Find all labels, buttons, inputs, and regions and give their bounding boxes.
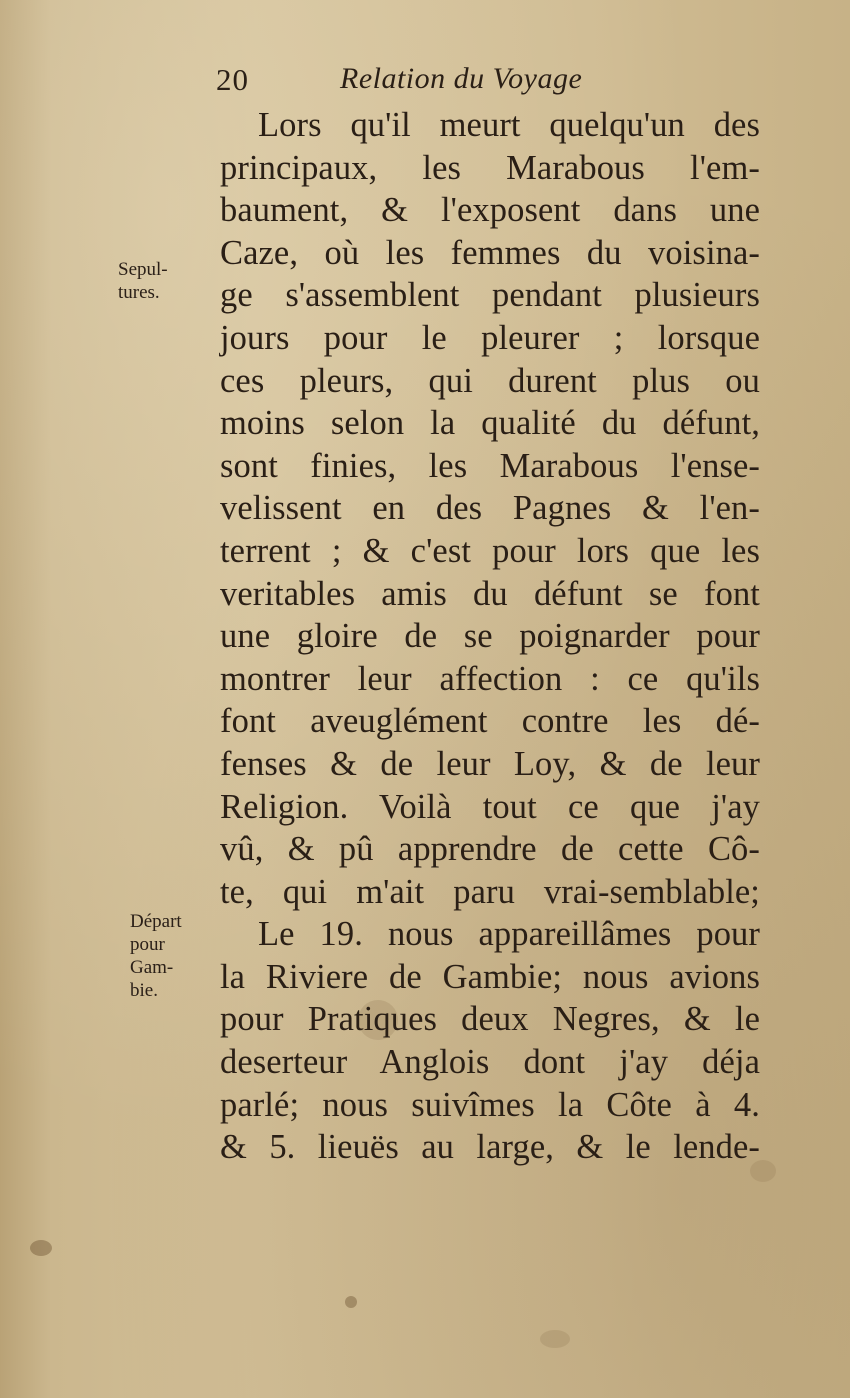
marginal-note-line: Sepul-: [118, 259, 168, 280]
marginal-note-line: bie.: [130, 980, 158, 1001]
text-line: font aveuglément contre les dé-: [220, 702, 760, 741]
text-line: fenses & de leur Loy, & de leur: [220, 744, 760, 783]
text-line: ces pleurs, qui durent plus ou: [220, 361, 760, 400]
foxing-stain: [30, 1240, 52, 1256]
text-line: veritables amis du défunt se font: [220, 574, 760, 613]
body-text: [220, 104, 760, 1169]
text-line: sont finies, les Marabous l'ense-: [220, 446, 760, 485]
text-line: Religion. Voilà tout ce que j'ay: [220, 787, 760, 826]
page-header: [216, 62, 776, 102]
foxing-stain: [540, 1330, 570, 1348]
text-line: baument, & l'exposent dans une: [220, 191, 760, 230]
text-line: moins selon la qualité du défunt,: [220, 404, 760, 443]
text-line: Lors qu'il meurt quelqu'un des: [258, 106, 760, 144]
marginal-note-line: Départ: [130, 911, 182, 932]
marginal-note-line: tures.: [118, 282, 160, 303]
marginal-note-depart: [130, 910, 182, 1002]
text-line: deserteur Anglois dont j'ay déja: [220, 1043, 760, 1082]
foxing-stain: [345, 1296, 357, 1308]
page-number: 20: [216, 62, 249, 97]
text-line: une gloire de se poignarder pour: [220, 617, 760, 656]
text-line: ge s'assemblent pendant plusieurs: [220, 276, 760, 315]
text-line: la Riviere de Gambie; nous avions: [220, 957, 760, 996]
marginal-note-line: Gam-: [130, 957, 174, 978]
text-line: & 5. lieuës au large, & le lende-: [220, 1128, 760, 1167]
text-line: vû, & pû apprendre de cette Cô-: [220, 830, 760, 869]
text-line: parlé; nous suivîmes la Côte à 4.: [220, 1085, 760, 1124]
text-line: pour Pratiques deux Negres, & le: [220, 1000, 760, 1039]
text-line: te, qui m'ait paru vrai-semblable;: [220, 872, 760, 911]
marginal-note-sepultures: [118, 258, 168, 304]
text-line: principaux, les Marabous l'em-: [220, 148, 760, 187]
text-line: Caze, où les femmes du voisina-: [220, 233, 760, 272]
text-line: Le 19. nous appareillâmes pour: [258, 915, 760, 954]
running-head: Relation du Voyage: [340, 62, 583, 95]
text-line: montrer leur affection : ce qu'ils: [220, 659, 760, 698]
marginal-note-line: pour: [130, 934, 165, 955]
text-line: jours pour le pleurer ; lorsque: [220, 318, 760, 357]
text-line: terrent ; & c'est pour lors que les: [220, 531, 760, 570]
text-line: velissent en des Pagnes & l'en-: [220, 489, 760, 528]
